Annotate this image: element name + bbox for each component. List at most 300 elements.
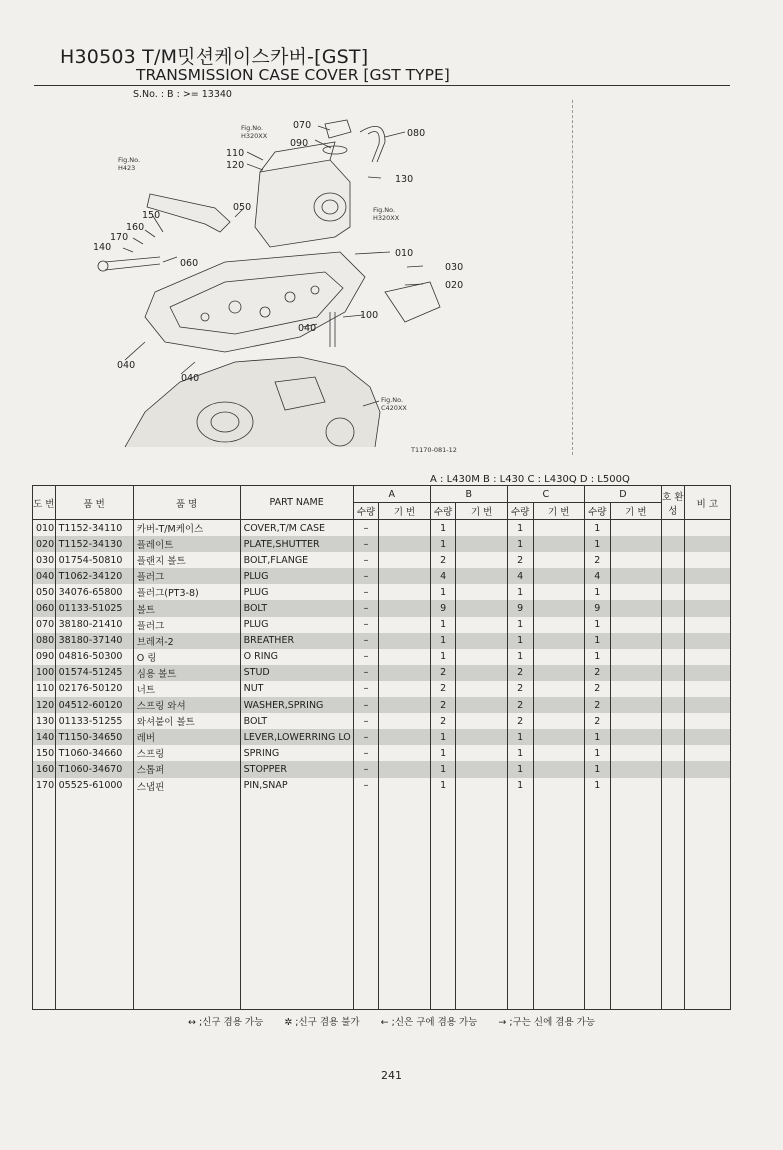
cell-qty-d: 1 — [584, 536, 610, 552]
cell-no: 030 — [33, 552, 56, 568]
cell-qty-a: – — [353, 681, 379, 697]
cell-remarks — [684, 584, 730, 600]
cell-qty-a: – — [353, 584, 379, 600]
cell-qty-c: 2 — [507, 697, 533, 713]
cell-remarks — [684, 729, 730, 745]
cell-no: 080 — [33, 633, 56, 649]
cell-serial-b — [456, 520, 507, 537]
cell-part-no: 04816-50300 — [55, 649, 133, 665]
cell-name-kr: 카버-T/M케이스 — [133, 520, 240, 537]
cell-name-en: O RING — [240, 649, 353, 665]
legend-item: ✲ ;신구 겸용 불가 — [284, 1017, 360, 1028]
cell-part-no: 01133-51025 — [55, 600, 133, 616]
header-serial-c: 기 번 — [533, 503, 584, 520]
cell-remarks — [684, 536, 730, 552]
table-row — [33, 665, 731, 681]
cell-qty-c: 4 — [507, 568, 533, 584]
cell-qty-a: – — [353, 697, 379, 713]
cell-serial-c — [533, 552, 584, 568]
cell-compat — [662, 713, 685, 729]
legend-item: ↔ ;신구 겸용 가능 — [188, 1017, 264, 1028]
cell-compat — [662, 778, 685, 794]
cell-name-en: PLUG — [240, 617, 353, 633]
cell-part-no: T1062-34120 — [55, 568, 133, 584]
cell-qty-a: – — [353, 617, 379, 633]
header-serial-a: 기 번 — [379, 503, 430, 520]
cell-no: 010 — [33, 520, 56, 537]
cell-compat — [662, 600, 685, 616]
cell-serial-d — [610, 697, 661, 713]
cell-qty-a: – — [353, 745, 379, 761]
callout-label: 100 — [360, 310, 379, 321]
cell-qty-d: 1 — [584, 520, 610, 537]
callout-label: 170 — [110, 232, 129, 243]
cell-qty-d: 1 — [584, 633, 610, 649]
cell-serial-c — [533, 778, 584, 794]
cell-serial-c — [533, 665, 584, 681]
cell-compat — [662, 745, 685, 761]
table-row — [33, 584, 731, 600]
cell-qty-a: – — [353, 729, 379, 745]
cell-name-kr: 스프링 — [133, 745, 240, 761]
cell-no: 060 — [33, 600, 56, 616]
cell-part-no: T1152-34130 — [55, 536, 133, 552]
header-group-c: C — [507, 486, 584, 503]
cell-remarks — [684, 681, 730, 697]
cell-serial-b — [456, 745, 507, 761]
cell-name-kr: 와셔붙이 볼트 — [133, 713, 240, 729]
cell-qty-c: 1 — [507, 584, 533, 600]
cell-serial-a — [379, 745, 430, 761]
cell-serial-a — [379, 584, 430, 600]
cell-name-kr: O 링 — [133, 649, 240, 665]
callout-label: 110 — [226, 148, 245, 159]
cell-serial-b — [456, 665, 507, 681]
callout-label: 040 — [298, 323, 317, 334]
cell-serial-c — [533, 713, 584, 729]
cell-remarks — [684, 697, 730, 713]
table-row — [33, 617, 731, 633]
cell-qty-c: 1 — [507, 633, 533, 649]
cell-serial-a — [379, 697, 430, 713]
cell-remarks — [684, 520, 730, 537]
cell-remarks — [684, 568, 730, 584]
cell-name-en: PLUG — [240, 568, 353, 584]
cell-qty-d: 1 — [584, 729, 610, 745]
table-row — [33, 713, 731, 729]
cell-compat — [662, 584, 685, 600]
cell-qty-d: 2 — [584, 552, 610, 568]
cell-qty-b: 4 — [430, 568, 456, 584]
cell-name-kr: 심용 볼트 — [133, 665, 240, 681]
cell-qty-b: 9 — [430, 600, 456, 616]
cell-remarks — [684, 665, 730, 681]
cell-qty-d: 1 — [584, 745, 610, 761]
cell-qty-b: 2 — [430, 697, 456, 713]
cell-serial-a — [379, 649, 430, 665]
cell-compat — [662, 665, 685, 681]
cell-name-kr: 플러그(PT3-8) — [133, 584, 240, 600]
cell-compat — [662, 697, 685, 713]
cell-serial-d — [610, 584, 661, 600]
table-empty-space — [33, 794, 731, 1010]
cell-qty-d: 9 — [584, 600, 610, 616]
cell-serial-b — [456, 649, 507, 665]
cell-serial-d — [610, 600, 661, 616]
callout-label: 150 — [142, 210, 161, 221]
cell-qty-a: – — [353, 665, 379, 681]
cell-serial-b — [456, 681, 507, 697]
cell-qty-d: 1 — [584, 617, 610, 633]
cell-no: 160 — [33, 761, 56, 777]
header-remarks: 비 고 — [684, 486, 730, 520]
cell-qty-a: – — [353, 633, 379, 649]
header-compat: 호 환 성 — [662, 486, 685, 520]
cell-serial-d — [610, 778, 661, 794]
cell-serial-a — [379, 778, 430, 794]
table-row — [33, 745, 731, 761]
cell-compat — [662, 633, 685, 649]
cell-serial-a — [379, 761, 430, 777]
cell-qty-c: 1 — [507, 649, 533, 665]
cell-qty-c: 2 — [507, 552, 533, 568]
cell-serial-c — [533, 633, 584, 649]
cell-serial-d — [610, 633, 661, 649]
model-legend: A : L430M B : L430 C : L430Q D : L500Q — [430, 474, 630, 485]
callout-label: 050 — [233, 202, 252, 213]
cell-serial-c — [533, 681, 584, 697]
cell-compat — [662, 617, 685, 633]
cell-serial-b — [456, 778, 507, 794]
cell-serial-a — [379, 665, 430, 681]
page-number: 241 — [381, 1069, 402, 1082]
cell-part-no: T1060-34660 — [55, 745, 133, 761]
cell-qty-c: 1 — [507, 778, 533, 794]
cell-qty-a: – — [353, 552, 379, 568]
cell-qty-b: 1 — [430, 729, 456, 745]
cell-qty-d: 1 — [584, 761, 610, 777]
cell-serial-c — [533, 536, 584, 552]
cell-part-no: 04512-60120 — [55, 697, 133, 713]
cell-serial-b — [456, 536, 507, 552]
exploded-parts-diagram — [85, 112, 465, 457]
cell-part-no: 01574-51245 — [55, 665, 133, 681]
cell-qty-c: 2 — [507, 681, 533, 697]
callout-label: 060 — [180, 258, 199, 269]
table-row — [33, 536, 731, 552]
cell-part-no: 02176-50120 — [55, 681, 133, 697]
cell-qty-b: 2 — [430, 665, 456, 681]
cell-serial-d — [610, 681, 661, 697]
header-qty-a: 수량 — [353, 503, 379, 520]
header-qty-c: 수량 — [507, 503, 533, 520]
cell-qty-b: 1 — [430, 536, 456, 552]
cell-serial-d — [610, 520, 661, 537]
cell-serial-c — [533, 600, 584, 616]
cell-remarks — [684, 761, 730, 777]
cell-compat — [662, 649, 685, 665]
table-row — [33, 552, 731, 568]
cell-name-en: STOPPER — [240, 761, 353, 777]
page-title-code: H30503 T/M밋션케이스카버-[GST] — [60, 46, 369, 68]
cell-serial-c — [533, 761, 584, 777]
cell-qty-d: 2 — [584, 697, 610, 713]
cell-compat — [662, 761, 685, 777]
cell-qty-c: 1 — [507, 536, 533, 552]
cell-name-kr: 플랜지 볼트 — [133, 552, 240, 568]
cell-serial-a — [379, 617, 430, 633]
table-row — [33, 778, 731, 794]
cell-name-en: BOLT — [240, 600, 353, 616]
cell-name-en: SPRING — [240, 745, 353, 761]
cell-serial-b — [456, 633, 507, 649]
cell-name-en: BREATHER — [240, 633, 353, 649]
cell-no: 110 — [33, 681, 56, 697]
cell-remarks — [684, 745, 730, 761]
cell-part-no: 05525-61000 — [55, 778, 133, 794]
cell-no: 020 — [33, 536, 56, 552]
cell-name-kr: 플러그 — [133, 568, 240, 584]
cell-serial-d — [610, 536, 661, 552]
cell-serial-b — [456, 729, 507, 745]
cell-serial-c — [533, 729, 584, 745]
cell-qty-a: – — [353, 713, 379, 729]
cell-qty-b: 1 — [430, 761, 456, 777]
cell-qty-b: 1 — [430, 745, 456, 761]
cell-serial-b — [456, 600, 507, 616]
table-row — [33, 729, 731, 745]
cell-qty-b: 2 — [430, 713, 456, 729]
table-row — [33, 761, 731, 777]
header-group-d: D — [584, 486, 661, 503]
cell-compat — [662, 729, 685, 745]
cell-qty-c: 1 — [507, 617, 533, 633]
cell-serial-c — [533, 520, 584, 537]
cell-remarks — [684, 600, 730, 616]
table-row — [33, 600, 731, 616]
cell-serial-a — [379, 681, 430, 697]
cell-name-en: BOLT — [240, 713, 353, 729]
header-name-en: PART NAME — [240, 486, 353, 520]
cell-name-kr: 플러그 — [133, 617, 240, 633]
cell-qty-a: – — [353, 778, 379, 794]
legend-item: → ;구는 신에 겸용 가능 — [498, 1017, 595, 1028]
cell-qty-b: 1 — [430, 520, 456, 537]
cell-serial-d — [610, 552, 661, 568]
cell-part-no: T1150-34650 — [55, 729, 133, 745]
cell-remarks — [684, 778, 730, 794]
cell-part-no: 38180-21410 — [55, 617, 133, 633]
cell-name-en: LEVER,LOWERRING LO — [240, 729, 353, 745]
cell-name-en: PLATE,SHUTTER — [240, 536, 353, 552]
cell-name-en: PLUG — [240, 584, 353, 600]
cell-qty-d: 1 — [584, 649, 610, 665]
cell-compat — [662, 552, 685, 568]
table-row — [33, 649, 731, 665]
cell-serial-c — [533, 584, 584, 600]
title-underline — [34, 85, 730, 86]
cell-no: 050 — [33, 584, 56, 600]
cell-name-kr: 볼트 — [133, 600, 240, 616]
cell-serial-c — [533, 649, 584, 665]
cell-serial-d — [610, 665, 661, 681]
cell-serial-b — [456, 617, 507, 633]
cell-qty-a: – — [353, 568, 379, 584]
compatibility-legend — [0, 1014, 783, 1028]
page-title-english: TRANSMISSION CASE COVER [GST TYPE] — [136, 66, 450, 84]
cell-remarks — [684, 633, 730, 649]
cell-qty-d: 2 — [584, 681, 610, 697]
cell-serial-c — [533, 745, 584, 761]
cell-serial-d — [610, 617, 661, 633]
cell-qty-c: 1 — [507, 520, 533, 537]
callout-label: 120 — [226, 160, 245, 171]
cell-serial-b — [456, 697, 507, 713]
cell-no: 130 — [33, 713, 56, 729]
callout-label: 040 — [117, 360, 136, 371]
cell-no: 140 — [33, 729, 56, 745]
header-no: 도 번 — [33, 486, 56, 520]
header-serial-d: 기 번 — [610, 503, 661, 520]
cell-serial-d — [610, 649, 661, 665]
cell-no: 100 — [33, 665, 56, 681]
cell-qty-d: 1 — [584, 584, 610, 600]
figure-reference: C420XX — [381, 404, 407, 412]
cell-compat — [662, 520, 685, 537]
callout-label: 010 — [395, 248, 414, 259]
legend-item: ← ;신은 구에 겸용 가능 — [380, 1017, 478, 1028]
cell-name-en: BOLT,FLANGE — [240, 552, 353, 568]
cell-compat — [662, 568, 685, 584]
cell-serial-d — [610, 729, 661, 745]
callout-label: 160 — [126, 222, 145, 233]
cell-serial-a — [379, 520, 430, 537]
cell-part-no: 01754-50810 — [55, 552, 133, 568]
cell-name-en: WASHER,SPRING — [240, 697, 353, 713]
cell-serial-a — [379, 552, 430, 568]
cell-no: 150 — [33, 745, 56, 761]
cell-serial-d — [610, 568, 661, 584]
cell-qty-a: – — [353, 536, 379, 552]
cell-qty-c: 1 — [507, 745, 533, 761]
callout-label: 130 — [395, 174, 414, 185]
cell-qty-c: 1 — [507, 761, 533, 777]
callout-label: 030 — [445, 262, 464, 273]
cell-qty-a: – — [353, 520, 379, 537]
cell-serial-b — [456, 552, 507, 568]
figure-reference: Fig.No. — [118, 156, 141, 164]
cell-qty-a: – — [353, 600, 379, 616]
figure-reference: Fig.No. — [241, 124, 264, 132]
figure-reference: H320XX — [373, 214, 400, 222]
cell-qty-b: 1 — [430, 649, 456, 665]
cell-remarks — [684, 617, 730, 633]
cell-qty-a: – — [353, 761, 379, 777]
cell-serial-d — [610, 713, 661, 729]
cell-qty-b: 2 — [430, 552, 456, 568]
cell-compat — [662, 536, 685, 552]
cell-part-no: 34076-65800 — [55, 584, 133, 600]
cell-name-kr: 스냅핀 — [133, 778, 240, 794]
cell-no: 040 — [33, 568, 56, 584]
cell-serial-d — [610, 745, 661, 761]
cell-name-en: STUD — [240, 665, 353, 681]
callout-label: 020 — [445, 280, 464, 291]
cell-qty-b: 2 — [430, 681, 456, 697]
cell-qty-c: 9 — [507, 600, 533, 616]
callout-label: 140 — [93, 242, 112, 253]
diagram-divider — [572, 100, 573, 455]
figure-reference: T1170-081-12 — [411, 446, 457, 454]
cell-qty-c: 2 — [507, 713, 533, 729]
table-row — [33, 520, 731, 537]
header-name-kr: 품 명 — [133, 486, 240, 520]
table-row — [33, 633, 731, 649]
cell-serial-b — [456, 713, 507, 729]
cell-serial-c — [533, 617, 584, 633]
cell-name-en: COVER,T/M CASE — [240, 520, 353, 537]
callout-label: 070 — [293, 120, 312, 131]
header-group-b: B — [430, 486, 507, 503]
cell-name-en: NUT — [240, 681, 353, 697]
cell-name-kr: 플레이트 — [133, 536, 240, 552]
cell-name-kr: 레버 — [133, 729, 240, 745]
cell-qty-b: 1 — [430, 617, 456, 633]
cell-serial-a — [379, 600, 430, 616]
cell-qty-b: 1 — [430, 778, 456, 794]
cell-compat — [662, 681, 685, 697]
cell-serial-c — [533, 568, 584, 584]
cell-qty-d: 2 — [584, 665, 610, 681]
cell-qty-d: 4 — [584, 568, 610, 584]
cell-name-kr: 스톱퍼 — [133, 761, 240, 777]
cell-qty-a: – — [353, 649, 379, 665]
cell-no: 070 — [33, 617, 56, 633]
cell-name-en: PIN,SNAP — [240, 778, 353, 794]
cell-qty-b: 1 — [430, 584, 456, 600]
cell-no: 170 — [33, 778, 56, 794]
serial-number-note: S.No. : B : >= 13340 — [133, 89, 232, 100]
cell-name-kr: 브레져-2 — [133, 633, 240, 649]
cell-name-kr: 스프링 와셔 — [133, 697, 240, 713]
cell-part-no: T1060-34670 — [55, 761, 133, 777]
cell-serial-b — [456, 568, 507, 584]
cell-name-kr: 너트 — [133, 681, 240, 697]
cell-serial-c — [533, 697, 584, 713]
cell-no: 120 — [33, 697, 56, 713]
cell-remarks — [684, 552, 730, 568]
figure-reference: H320XX — [241, 132, 268, 140]
figure-reference: H423 — [118, 164, 136, 172]
cell-remarks — [684, 713, 730, 729]
header-group-a: A — [353, 486, 430, 503]
cell-serial-a — [379, 536, 430, 552]
header-qty-d: 수량 — [584, 503, 610, 520]
cell-serial-b — [456, 761, 507, 777]
cell-serial-a — [379, 633, 430, 649]
callout-label: 080 — [407, 128, 426, 139]
cell-qty-d: 2 — [584, 713, 610, 729]
header-part-no: 품 번 — [55, 486, 133, 520]
cell-qty-c: 2 — [507, 665, 533, 681]
cell-part-no: 38180-37140 — [55, 633, 133, 649]
callout-label: 040 — [181, 373, 200, 384]
cell-qty-d: 1 — [584, 778, 610, 794]
table-row — [33, 568, 731, 584]
cell-remarks — [684, 649, 730, 665]
figure-reference: Fig.No. — [373, 206, 396, 214]
cell-serial-a — [379, 713, 430, 729]
